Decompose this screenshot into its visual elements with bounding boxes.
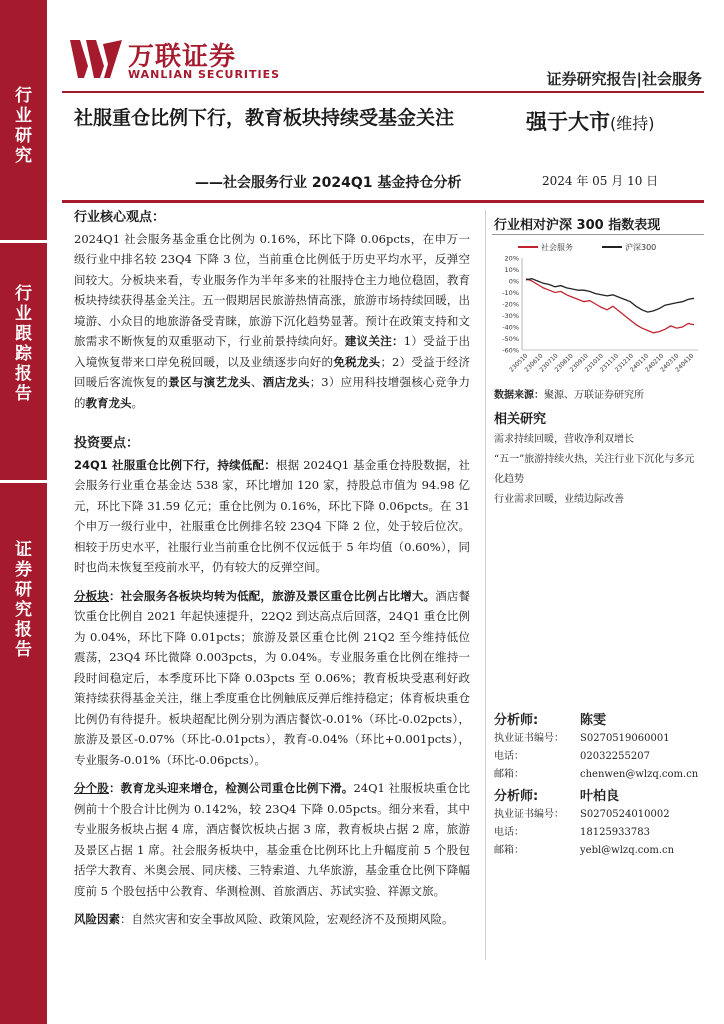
x-tick-label: 230910 [568, 352, 590, 374]
report-type-label: 证券研究报告|社会服务 [546, 70, 702, 88]
analyst-name: 陈雯 [580, 713, 607, 728]
y-tick-label: 20% [504, 254, 519, 263]
x-tick-label: 240110 [628, 352, 651, 374]
investment-heading: 投资要点： [74, 436, 140, 451]
analyst-1: 分析师: 陈雯 执业证书编号： S0270519060001 电话： 02032255207 邮箱： chenwen@wlzq.com.cn [494, 712, 704, 784]
related-item[interactable]: 行业需求回暖，业绩边际改善 [494, 494, 624, 505]
related-research [494, 410, 704, 510]
x-tick-label: 231110 [598, 352, 620, 374]
x-tick-label: 240210 [644, 352, 666, 374]
risk-factors: 风险因素：自然灾害和安全事故风险、政策风险，宏观经济不及预期风险。 [74, 912, 454, 926]
chart-svg [494, 238, 704, 388]
title-divider [62, 200, 704, 203]
header-divider [62, 91, 704, 93]
x-tick-label: 240310 [659, 352, 681, 374]
report-date: 2024 年 05 月 10 日 [542, 174, 659, 188]
x-tick-label: 230710 [538, 352, 560, 374]
x-tick-label: 231010 [583, 352, 605, 374]
wanlian-logo-icon [70, 40, 122, 78]
y-tick-label: -10% [502, 289, 519, 297]
left-sidebar [0, 0, 47, 1024]
y-tick-label: -30% [502, 312, 519, 320]
sidebar-label-industry-research: 行 业 研 究 [15, 86, 32, 166]
y-tick-label: -40% [502, 323, 519, 332]
x-tick-label: 231210 [613, 352, 636, 374]
brand-logo [70, 36, 281, 82]
related-item[interactable]: “五一”旅游持续火热，关注行业下沉化与多元化趋势 [494, 454, 695, 485]
legend-label: 沪深300 [625, 243, 657, 252]
rating-note: (维持) [610, 114, 655, 133]
analyst-email[interactable]: chenwen@wlzq.com.cn [580, 769, 699, 780]
rating [526, 106, 655, 136]
core-view-paragraph: 2024Q1 社会服务基金重仓比例为 0.16%，环比下降 0.06pcts，在申万一级行业中排名较 23Q4 下降 3 位，当前重仓比例低于历史平均水平，反弹空间较大。分板块来看，专业服务作为半年多来的社服持仓主力地位稳固，教育板块持续获得基金关注。五一假期居民旅游热情高涨，旅游市场持续回暖，出境游、小众目的地旅游备受青睐，旅游下沉化趋势显著。预计在政策支持和文旅需求不断恢复的双重驱动下，行业前景持续向好。建议关注：1）受益于出入境恢复带来口岸免税回暖，以及业绩逐步向好的免税龙头；2）受益于经济回暖后客流恢复的景区与演艺龙头、酒店龙头；3）应用科技增强核心竞争力的教育龙头。 [74, 231, 471, 410]
related-heading: 相关研究 [494, 412, 547, 427]
y-tick-label: 0% [508, 277, 519, 286]
related-item[interactable]: 需求持续回暖，营收净利双增长 [494, 434, 634, 445]
core-view-heading: 行业核心观点： [74, 210, 166, 225]
investment-point-3: 分个股：教育龙头迎来增仓，检测公司重仓比例下滑。24Q1 社服板块重仓比例前十个股合计比例为 0.142%，较 23Q4 下降 0.05pcts。细分来看，其中专业服务板块占据 4 席，酒店餐饮板块占据 3 席，教育板块占据 2 席，旅游及景区占据 1 席。社会服务板块中，基金重仓比例环比上升幅度前 5 个股包括学大教育、米奥会展、同庆楼、三特索道、九华旅游，基金重仓比例下降幅度前 5 个股包括中公教育、华测检测、首旅酒店、苏试实验、祥源文旅。 [74, 781, 470, 898]
analyst-name: 叶柏良 [580, 789, 620, 804]
sidebar-label-tracking-report: 行 业 跟 踪 报 告 [15, 284, 32, 404]
x-tick-label: 240410 [674, 352, 696, 374]
investment-point-2: 分板块：社会服务各板块均转为低配，旅游及景区重仓比例占比增大。酒店餐饮重仓比例自 2021 年起快速提升，22Q2 到达高点后回落，24Q1 重仓比例为 0.04%，环比下降 0.01pcts；旅游及景区重仓比例 21Q2 至今维持低位震荡，23Q4 环比微降 0.003pcts，为 0.04%。专业服务重仓比例在维持一段时间稳定后，本季度环比下降 0.03pcts 至 0.06%；教育板块受惠利好政策持续获得基金关注，继上季度重仓比例触底反弹后维持稳定；体育板块重仓比例仍有待提升。板块超配比例分别为酒店餐饮-0.01%（环比-0.02pcts），旅游及景区-0.07%（环比-0.01pcts），教育-0.04%（环比+0.001pcts），专业服务-0.01%（环比-0.06pcts）。 [74, 588, 471, 767]
analyst-email[interactable]: yebl@wlzq.com.cn [580, 845, 675, 856]
series-line [526, 279, 694, 312]
data-source: 数据来源：聚源、万联证券研究所 [494, 390, 644, 401]
column-divider [485, 210, 486, 960]
report-title: 社服重仓比例下行，教育板块持续受基金关注 [74, 107, 455, 129]
brand-name-en: WANLIAN SECURITIES [128, 68, 281, 81]
series-line [526, 279, 694, 333]
core-view-section [74, 208, 470, 413]
investment-point-1: 24Q1 社服重仓比例下行，持续低配：根据 2024Q1 基金重仓持股数据，社会服务行业重仓基金达 538 家，环比增加 120 家，持股总市值为 94.98 亿元，环比下降 31.59 亿元；重仓比例为 0.16%，环比下降 0.06pcts。在 31 个申万一级行业中，社服重仓比例排名较 23Q4 下降 2 位，处于较后位次。相较于历史水平，社服行业当前重仓比例不仅远低于 5 年均值（0.60%），同时也尚未恢复至疫前水平，仍有较大的反弹空间。 [74, 457, 470, 574]
x-tick-label: 230510 [508, 352, 530, 374]
investment-points-section [74, 434, 470, 930]
y-tick-label: 10% [504, 266, 519, 274]
sidebar-divider [0, 240, 47, 243]
analyst-2: 分析师: 叶柏良 执业证书编号： S0270524010002 电话： 18125933783 邮箱： yebl@wlzq.com.cn [494, 788, 704, 860]
x-tick-label: 230610 [523, 352, 545, 374]
y-tick-label: -50% [502, 335, 519, 343]
rating-label: 强于大市 [526, 110, 610, 134]
y-tick-label: -20% [502, 300, 519, 309]
report-subtitle: ——社会服务行业 2024Q1 基金持仓分析 [195, 175, 462, 191]
brand-name-cn: 万联证券 [128, 42, 237, 72]
chart-title-divider [492, 234, 704, 235]
legend-label: 社会服务 [541, 243, 573, 252]
relative-performance-chart [494, 238, 704, 388]
sidebar-label-securities-report: 证 券 研 究 报 告 [15, 540, 32, 660]
x-tick-label: 230810 [553, 352, 575, 374]
y-tick-label: -60% [502, 346, 519, 355]
sidebar-divider [0, 480, 47, 483]
chart-title: 行业相对沪深 300 指数表现 [494, 218, 661, 233]
